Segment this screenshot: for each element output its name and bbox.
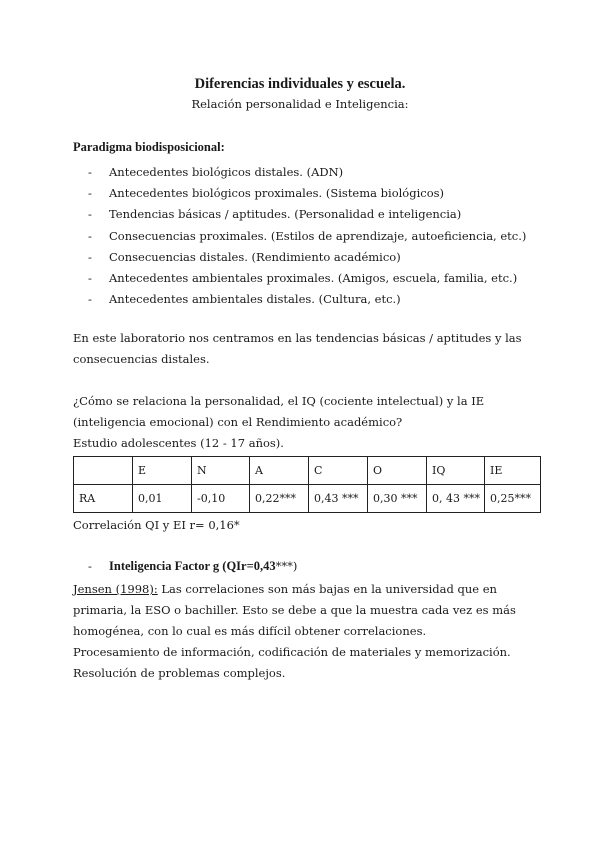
table-cell (74, 457, 133, 485)
table-cell: A (250, 457, 309, 485)
list-item (88, 268, 526, 289)
list-item (88, 204, 526, 225)
correlation-note: Correlación QI y EI r= 0,16* (73, 518, 240, 532)
table-header-row (74, 457, 541, 485)
list-item (88, 247, 526, 268)
question-paragraph: ¿Cómo se relaciona la personalidad, el IQ (cociente intelectual) y la IE (inteligencia emocional) con el Rendimiento académico? (73, 394, 485, 429)
processing-line: Procesamiento de información, codificación de materiales y memorización. (73, 645, 511, 659)
table-cell: 0,22*** (250, 485, 309, 513)
jensen-paragraph (73, 579, 538, 684)
factor-suffix: ***) (275, 559, 298, 573)
table-cell: 0,43 *** (309, 485, 368, 513)
list-item-text: Consecuencias distales. (Rendimiento académico) (109, 249, 401, 264)
factor-label: Inteligencia Factor g (QIr=0,43 (109, 559, 276, 573)
study-label: Estudio adolescentes (12 - 17 años). (73, 436, 284, 450)
intro-paragraph: En este laboratorio nos centramos en las tendencias básicas / aptitudes y las consecuencias distales. (73, 331, 522, 366)
bullet-dash: - (88, 559, 92, 573)
table-row (74, 485, 541, 513)
bullet-dash: - (88, 228, 92, 243)
list-item (88, 226, 526, 247)
bullet-dash: - (88, 207, 92, 222)
list-item-text: Tendencias básicas / aptitudes. (Personalidad e inteligencia) (109, 207, 462, 222)
table-cell: 0,01 (133, 485, 192, 513)
correlation-table (73, 456, 541, 513)
list-item-text: Antecedentes ambientales proximales. (Amigos, escuela, familia, etc.) (109, 270, 518, 285)
list-item (88, 162, 526, 183)
bullet-dash: - (88, 249, 92, 264)
table-cell: 0,30 *** (368, 485, 427, 513)
list-item-text: Antecedentes biológicos distales. (ADN) (109, 165, 344, 179)
table-cell: E (133, 457, 192, 485)
section-title: Paradigma biodisposicional: (73, 140, 225, 154)
citation-link: Jensen (1998): (73, 582, 158, 596)
table-cell: -0,10 (192, 485, 250, 513)
bullet-list (88, 162, 526, 310)
table-cell: 0, 43 *** (427, 485, 485, 513)
list-item (88, 183, 526, 204)
bullet-dash: - (88, 270, 92, 285)
table-cell: O (368, 457, 427, 485)
document-title: Diferencias individuales y escuela. (194, 76, 406, 92)
list-item-text: Consecuencias proximales. (Estilos de aprendizaje, autoeficiencia, etc.) (109, 228, 527, 243)
table-cell: IE (485, 457, 541, 485)
jensen-text: Las correlaciones son más bajas en la universidad que en primaria, la ESO o bachiller. Esto se debe a que la muestra cada vez es más homogénea, con lo cual es más difícil obtener correlaciones. (73, 582, 516, 638)
factor-heading (88, 556, 297, 577)
table-cell: IQ (427, 457, 485, 485)
table-cell: RA (74, 485, 133, 513)
list-item-text: Antecedentes biológicos proximales. (Sistema biológicos) (109, 186, 445, 201)
table-cell: C (309, 457, 368, 485)
table-cell: 0,25*** (485, 485, 541, 513)
bullet-dash: - (88, 292, 92, 307)
bullet-dash: - (88, 165, 92, 179)
document-subtitle: Relación personalidad e Inteligencia: (191, 97, 409, 111)
table-cell: N (192, 457, 250, 485)
list-item (88, 289, 526, 310)
bullet-dash: - (88, 186, 92, 201)
problem-solving-line: Resolución de problemas complejos. (73, 666, 286, 680)
list-item-text: Antecedentes ambientales distales. (Cultura, etc.) (109, 292, 401, 307)
